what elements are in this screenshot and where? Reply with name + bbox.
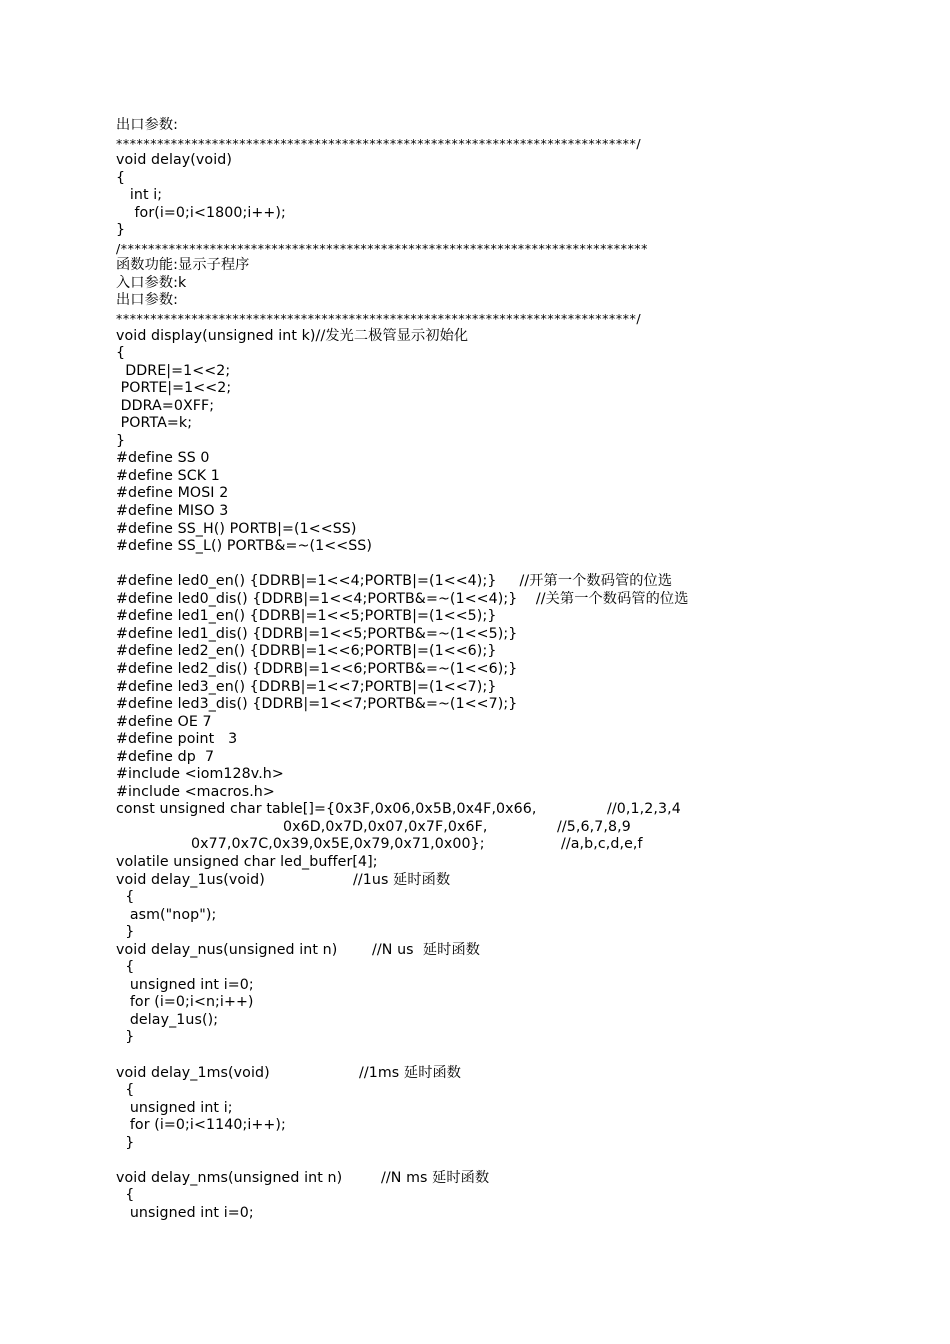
function-signature: void delay_1ms(void): [116, 1064, 270, 1081]
code-line: int i;: [116, 187, 163, 204]
code-line: }: [116, 924, 135, 941]
code-line: }: [116, 222, 126, 239]
blank-line: [116, 1152, 916, 1170]
code-line: #define led1_dis() {DDRB|=1<<5;PORTB&=~(1<<5);}: [116, 625, 518, 642]
code-line: DDRE|=1<<2;: [116, 362, 231, 379]
code-line: #include <macros.h>: [116, 783, 275, 800]
table-row: [116, 801, 916, 819]
code-line: volatile unsigned char led_buffer[4];: [116, 853, 378, 870]
table-row: [116, 836, 916, 854]
code-line: #define led0_en() {DDRB|=1<<4;PORTB|=(1<<4);} //开第一个数码管的位选: [116, 573, 673, 590]
blank-line: [116, 1047, 916, 1065]
code-line: unsigned int i=0;: [116, 1204, 254, 1221]
code-line: {: [116, 345, 126, 362]
code-line: #define led1_en() {DDRB|=1<<5;PORTB|=(1<<5);}: [116, 608, 497, 625]
function-head: [116, 872, 916, 890]
function-comment: //1ms 延时函数: [359, 1064, 462, 1081]
code-line: 出口参数:: [116, 292, 179, 309]
code-line: 函数功能:显示子程序: [116, 257, 250, 274]
code-line: #define dp 7: [116, 748, 215, 765]
code-line: {: [116, 889, 135, 906]
code-line: #define led2_en() {DDRB|=1<<6;PORTB|=(1<<6);}: [116, 643, 497, 660]
code-line: {: [116, 959, 135, 976]
code-line: {: [116, 1082, 135, 1099]
code-line: for (i=0;i<1140;i++);: [116, 1117, 286, 1134]
code-line: for(i=0;i<1800;i++);: [116, 204, 286, 221]
code-line: #include <iom128v.h>: [116, 766, 284, 783]
function-head: [116, 942, 916, 960]
code-line: PORTA=k;: [116, 415, 193, 432]
code-line: #define MOSI 2: [116, 485, 229, 502]
table-row-comment: //a,b,c,d,e,f: [561, 836, 643, 853]
comment-border-line: ****************************************************************************/: [116, 135, 642, 151]
code-line: }: [116, 1134, 135, 1151]
table-row-comment: //5,6,7,8,9: [557, 818, 631, 835]
code-line: {: [116, 169, 126, 186]
blank-line: [116, 556, 916, 574]
table-row-code: const unsigned char table[]={0x3F,0x06,0x5B,0x4F,0x66,: [116, 801, 537, 818]
function-comment: //N us 延时函数: [372, 941, 481, 958]
code-listing: [116, 117, 916, 1222]
code-line: PORTE|=1<<2;: [116, 380, 232, 397]
code-line: #define SS 0: [116, 450, 210, 467]
code-line: #define led2_dis() {DDRB|=1<<6;PORTB&=~(1<<6);}: [116, 660, 518, 677]
table-row-code: 0x6D,0x7D,0x07,0x7F,0x6F,: [283, 818, 488, 835]
code-line: for (i=0;i<n;i++): [116, 994, 254, 1011]
code-line: #define SCK 1: [116, 467, 220, 484]
code-line: #define led0_dis() {DDRB|=1<<4;PORTB&=~(1<<4);} //关第一个数码管的位选: [116, 590, 689, 607]
code-line: void delay(void): [116, 152, 232, 169]
table-row-code: 0x77,0x7C,0x39,0x5E,0x79,0x71,0x00};: [191, 836, 485, 853]
code-line: asm("nop");: [116, 906, 217, 923]
code-line: 出口参数:: [116, 117, 179, 133]
code-line: {: [116, 1187, 135, 1204]
function-comment: //1us 延时函数: [353, 871, 451, 888]
table-row: [116, 819, 916, 837]
function-signature: void delay_nus(unsigned int n): [116, 941, 338, 958]
function-head: [116, 1170, 916, 1188]
code-line: 入口参数:k: [116, 274, 187, 291]
function-signature: void delay_nms(unsigned int n): [116, 1169, 343, 1186]
comment-border-line: /*****************************************************************************: [116, 240, 649, 256]
code-line: }: [116, 1029, 135, 1046]
code-line: #define point 3: [116, 731, 238, 748]
code-line: unsigned int i;: [116, 1099, 233, 1116]
code-line: #define led3_dis() {DDRB|=1<<7;PORTB&=~(1<<7);}: [116, 696, 518, 713]
code-line: #define SS_L() PORTB&=~(1<<SS): [116, 538, 373, 555]
code-line: void display(unsigned int k)//发光二极管显示初始化: [116, 327, 469, 344]
function-signature: void delay_1us(void): [116, 871, 265, 888]
code-line: #define OE 7: [116, 713, 212, 730]
code-line: }: [116, 432, 126, 449]
code-line: #define SS_H() PORTB|=(1<<SS): [116, 520, 357, 537]
function-comment: //N ms 延时函数: [381, 1169, 490, 1186]
code-line: delay_1us();: [116, 1011, 219, 1028]
code-line: #define led3_en() {DDRB|=1<<7;PORTB|=(1<<7);}: [116, 678, 497, 695]
code-line: unsigned int i=0;: [116, 976, 254, 993]
code-line: DDRA=0XFF;: [116, 397, 215, 414]
function-head: [116, 1065, 916, 1083]
comment-border-line: ****************************************************************************/: [116, 311, 642, 327]
code-line: #define MISO 3: [116, 503, 229, 520]
table-row-comment: //0,1,2,3,4: [607, 801, 681, 818]
